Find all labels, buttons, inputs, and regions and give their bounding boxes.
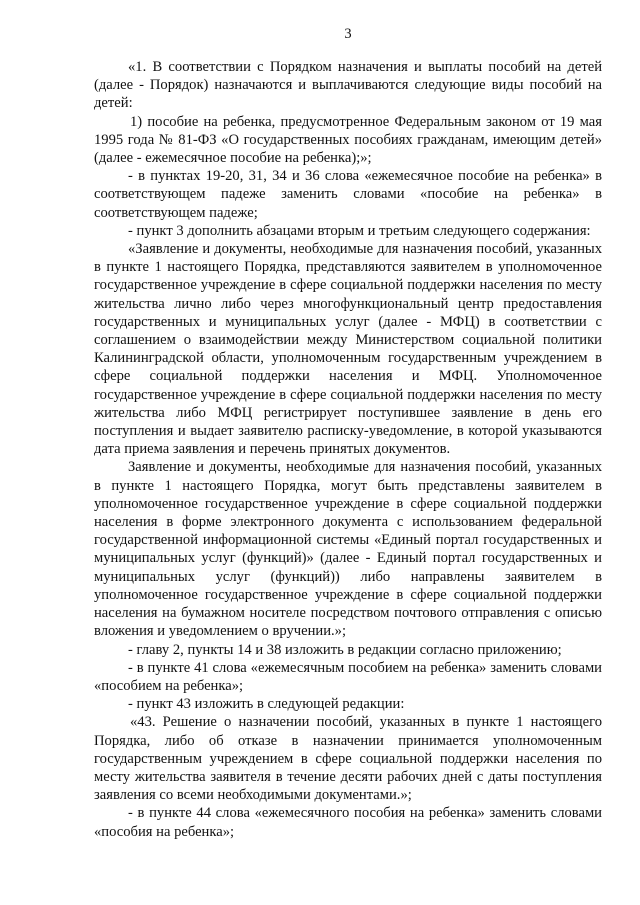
paragraph-3: - в пунктах 19-20, 31, 34 и 36 слова «ежемесячное пособие на ребенка» в соответствующем падеже заменить словами «пособие на ребенка» в соответствующем падеже; [94, 168, 602, 221]
paragraph-6: Заявление и документы, необходимые для назначения пособий, указанных в пункте 1 настоящего Порядка, могут быть представлены заявителем в уполномоченное государственное учреждение в сфере социальной поддержки населения в форме электронного документа с использованием федеральной государственной информационной системы «Единый портал государственных и муниципальных услуг (функций)» (далее - Единый портал государственных и муниципальных услуг (функций)) либо направлены заявителем в уполномоченное государственное учреждение в сфере социальной поддержки населения на бумажном носителе посредством почтового отправления с описью вложения и уведомлением о вручении.»; [94, 459, 602, 640]
paragraph-2: 1) пособие на ребенка, предусмотренное Федеральным законом от 19 мая 1995 года № 81-ФЗ «О государственных пособиях гражданам, имеющим детей» (далее - ежемесячное пособие на ребенка);»; [94, 113, 602, 167]
paragraph-4: - пункт 3 дополнить абзацами вторым и третьим следующего содержания: [128, 222, 591, 239]
paragraph-1: «1. В соответствии с Порядком назначения и выплаты пособий на детей (далее - Порядок) назначаются и выплачиваются следующие виды пособий на детей: [94, 59, 602, 112]
paragraph-10: «43. Решение о назначении пособий, указанных в пункте 1 настоящего Порядка, либо об отказе в назначении принимается уполномоченным государственным учреждением в сфере социальной поддержки населения по месту жительства заявителя в течение десяти рабочих дней с даты поступления заявления со всеми необходимыми документами.»; [94, 714, 602, 804]
paragraph-5: «Заявление и документы, необходимые для назначения пособий, указанных в пункте 1 настоящего Порядка, представляются заявителем в уполномоченное государственное учреждение в сфере социальной поддержки населения по месту жительства лично либо через многофункциональный центр предоставления государственных и муниципальных услуг (далее - МФЦ) в соответствии с соглашением о взаимодействии между Министерством социальной политики Калининградской области, уполномоченным государственным учреждением в сфере социальной поддержки населения и МФЦ. Уполномоченное государственное учреждение в сфере социальной поддержки населения по месту жительства либо МФЦ регистрирует поступившее заявление в день его поступления и выдает заявителю расписку-уведомление, в которой указываются дата приема заявления и перечень принятых документов. [94, 241, 602, 458]
paragraph-7: - главу 2, пункты 14 и 38 изложить в редакции согласно приложению; [128, 641, 562, 658]
document-body [94, 58, 602, 841]
paragraph-11: - в пункте 44 слова «ежемесячного пособия на ребенка» заменить словами «пособия на ребенка»; [94, 805, 602, 840]
paragraph-8: - в пункте 41 слова «ежемесячным пособием на ребенка» заменить словами «пособием на ребенка»; [94, 659, 602, 694]
paragraph-9: - пункт 43 изложить в следующей редакции: [128, 696, 405, 713]
page-number: 3 [344, 26, 352, 42]
